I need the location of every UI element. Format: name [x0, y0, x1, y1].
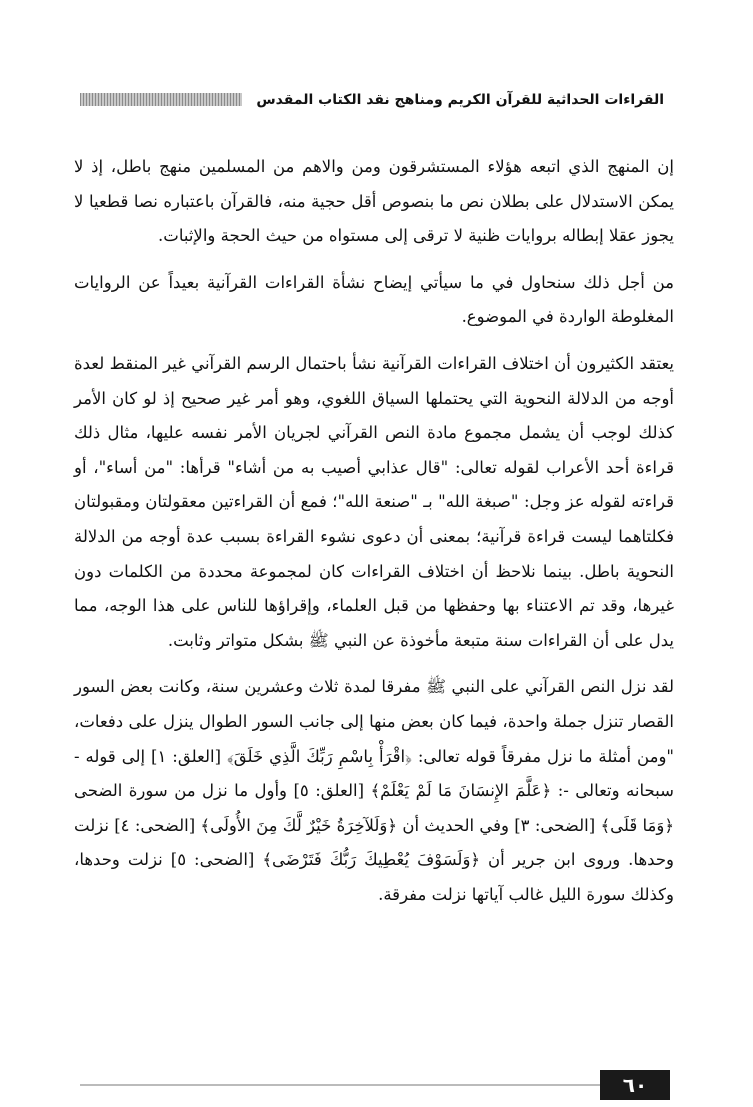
page-body	[74, 150, 674, 912]
book-title: القراءات الحداثية للقرآن الكريم ومناهج نقد الكتاب المقدس	[242, 86, 670, 114]
running-header	[80, 86, 670, 114]
page-number: ٦٠	[600, 1070, 670, 1100]
footer-rule	[80, 1084, 600, 1086]
paragraph-2: من أجل ذلك سنحاول في ما سيأتي إيضاح نشأة القراءات القرآنية بعيداً عن الروايات المغلوطة الواردة في الموضوع.	[74, 272, 674, 327]
paragraph-4: لقد نزل النص القرآني على النبي ﷺ مفرقا لمدة ثلاث وعشرين سنة، وكانت بعض السور القصار تنزل جملة واحدة، فيما كان بعض منها إلى جانب السور الطوال ينزل على دفعات، "ومن أمثلة ما نزل مفرقاً قوله تعالى: ﴿اقْرَأْ بِاسْمِ رَبِّكَ الَّذِي خَلَقَ﴾ [العلق: ١] إلى قوله - سبحانه وتعالى -: ﴿عَلَّمَ الإِنسَانَ مَا لَمْ يَعْلَمْ﴾ [العلق: ٥] وأول ما نزل من سورة الضحى ﴿وَمَا قَلَى﴾ [الضحى: ٣] وفي الحديث أن ﴿وَلَلآخِرَةُ خَيْرٌ لَّكَ مِنَ الأُولَى﴾ [الضحى: ٤] نزلت وحدها. وروى ابن جرير أن ﴿وَلَسَوْفَ يُعْطِيكَ رَبُّكَ فَتَرْضَى﴾ [الضحى: ٥] نزلت وحدها، وكذلك سورة الليل غالب آياتها نزلت مفرقة.	[74, 677, 675, 904]
paragraph-1: إن المنهج الذي اتبعه هؤلاء المستشرقون ومن والاهم من المسلمين منهج باطل، إذ لا يمكن الاستدلال على بطلان نص ما بنصوص أقل حجية منه، فالقرآن باعتباره نصا قطعيا لا يجوز عقلا إبطاله بروايات ظنية لا ترقى إلى مستواه من حيث الحجة والإثبات.	[74, 157, 674, 246]
paragraph-3: يعتقد الكثيرون أن اختلاف القراءات القرآنية نشأ باحتمال الرسم القرآني غير المنقط لعدة أوجه من الدلالة النحوية التي يحتملها السياق اللغوي، وهو أمر غير صحيح إذ لو كان الأمر كذلك لوجب أن يشمل مجموع مادة النص القرآني لجريان الأمر نفسه عليها، مثال ذلك قراءة أحد الأعراب لقوله تعالى: "قال عذابي أصيب به من أشاء" قرأها: "من أساء"، أو قراءته لقوله عز وجل: "صبغة الله" بـ "صنعة الله"؛ فمع أن القراءتين معقولتان ومقبولتان فكلتاهما ليست قراءة قرآنية؛ بمعنى أن دعوى نشوء القراءة بسبب عدة أوجه من الدلالة النحوية باطل. بينما نلاحظ أن اختلاف القراءات كان لمجموعة محددة من الكلمات دون غيرها، وقد تم الاعتناء بها وحفظها من قبل العلماء، وإقراؤها للناس على هذا الوجه، مما يدل على أن القراءات سنة متبعة مأخوذة عن النبي ﷺ بشكل متواتر وثابت.	[74, 353, 674, 650]
